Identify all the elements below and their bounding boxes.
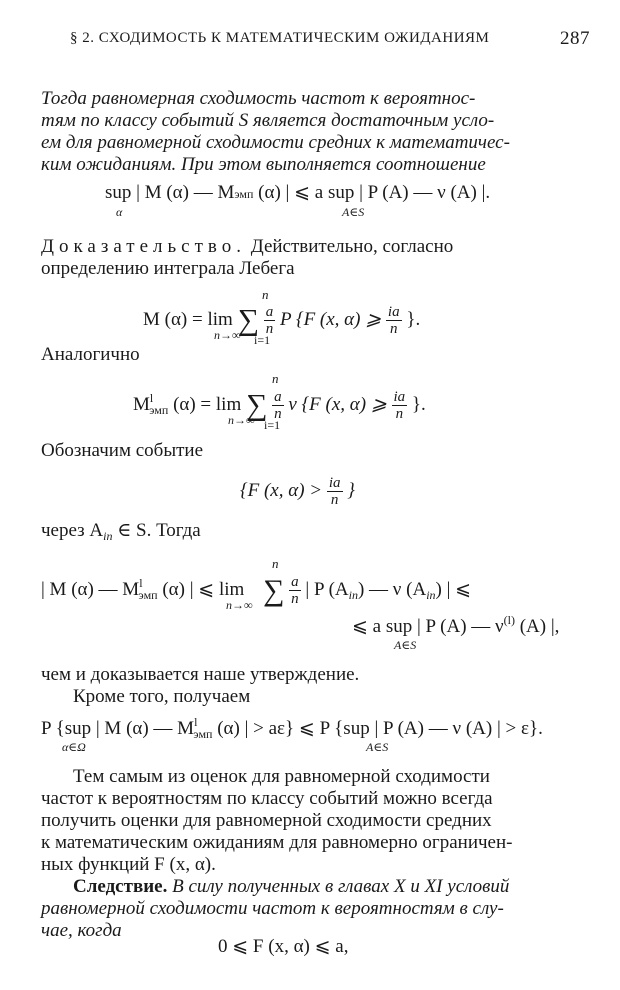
sum-symbol-3: ∑ [245, 388, 268, 422]
frac2-num: ia [387, 304, 400, 320]
through-main: через A [41, 520, 104, 541]
frac2-den: n [389, 321, 398, 337]
denote-text: Обозначим событие [41, 440, 204, 461]
frac-num: a [265, 304, 274, 320]
formula-5-lim-sub: n→∞ [226, 598, 253, 612]
para2-line3: получить оценки для равномерной сходимости средних [41, 810, 492, 831]
formula-5-rest: (α) | ⩽ lim [162, 578, 245, 600]
formula-3-left: M [133, 393, 150, 415]
formula-6-under-right: A∈S [366, 740, 389, 754]
formula-5-left: | M (α) — M [41, 578, 140, 600]
formula-2-lim-sub: n→∞ [214, 328, 241, 342]
frac-num-3: a [274, 389, 282, 405]
frac-num-5: a [291, 574, 299, 590]
through-sub: in [103, 529, 113, 543]
formula-5-sub: эмп [138, 587, 158, 602]
formula-3-sup: l [149, 390, 154, 405]
formula-3-lim-sub: n→∞ [228, 413, 255, 427]
para2-line5: ных функций F (x, α). [41, 854, 216, 875]
through-text [41, 520, 581, 543]
formula-3-rest: (α) = lim [173, 393, 242, 415]
corollary-line3: чае, когда [41, 920, 122, 941]
formula-1-main: sup | M (α) — M [105, 182, 235, 203]
formula-6-sup: l [194, 715, 198, 729]
formula-2-sum-top: n [262, 287, 269, 302]
formula-5-end: | P (A [300, 578, 349, 600]
corollary-line1 [73, 876, 613, 898]
formula-5b [352, 613, 560, 639]
similarly-text: Аналогично [41, 344, 140, 365]
formula-5b-text: ⩽ a sup | P (A) — ν [352, 616, 504, 637]
formula-1-rest: (α) | ⩽ a sup | P (A) — ν (A) |. [253, 182, 491, 203]
formula-7: 0 ⩽ F (x, α) ⩽ a, [218, 936, 349, 957]
formula-5-frac [289, 574, 301, 607]
proof-line1-rest: Действительно, согласно [250, 236, 454, 257]
frac2-num-3: ia [393, 389, 406, 405]
sum-symbol: ∑ [237, 303, 259, 337]
formula-2-mid: P {F (x, α) ⩾ [279, 308, 382, 330]
formula-4 [240, 475, 355, 508]
formula-1-under-left: α [116, 205, 123, 219]
formula-2-left: M (α) = lim [143, 308, 233, 330]
para1-line4: ким ожиданиям. При этом выполняется соотношение [41, 154, 486, 175]
formula-6-under-left: α∈Ω [62, 740, 86, 754]
formula-3-frac2 [392, 389, 408, 422]
formula-2-frac2 [386, 304, 402, 337]
formula-1-under-right: A∈S [342, 205, 365, 219]
formula-5b-under: A∈S [394, 638, 417, 652]
corollary-line2: равномерной сходимости частот к вероятностям в слу- [41, 898, 504, 919]
proof-label: Доказательство. [41, 236, 246, 257]
formula-3-sum-bot: i=1 [264, 418, 281, 432]
formula-5-end2: ) — ν (A [357, 578, 427, 600]
formula-3-sub: эмп [149, 402, 169, 417]
formula-6 [41, 715, 543, 741]
formula-5b-rest: (A) |, [514, 616, 560, 637]
formula-3-end: }. [411, 393, 426, 415]
corollary-label: Следствие. [73, 876, 168, 897]
proof-line1 [41, 236, 581, 258]
frac-den: n [265, 321, 274, 337]
corollary-line1-rest: В силу полученных в главах X и XI условий [172, 876, 510, 897]
para2-line4: к математическим ожиданиям для равномерно ограничен- [41, 832, 513, 853]
frac-num-4: ia [328, 475, 341, 491]
formula-2-end: }. [406, 308, 421, 330]
frac-den-4: n [330, 492, 339, 508]
formula-5-end3: ) | ⩽ [435, 578, 472, 600]
formula-5-sub-in2: in [426, 587, 436, 602]
formula-5-sub-in1: in [348, 587, 358, 602]
para1-line2: тям по классу событий S является достаточным усло- [41, 110, 495, 131]
para2-line1: Тем самым из оценок для равномерной сходимости [73, 766, 490, 787]
formula-5-sum-top: n [272, 556, 279, 571]
sum-symbol-5: ∑ [263, 573, 285, 607]
besides-text: Кроме того, получаем [73, 686, 251, 707]
formula-3-sum-top: n [272, 371, 279, 386]
formula-2-sum-bot: i=1 [254, 333, 271, 347]
para2-line2: частот к вероятностям по классу событий можно всегда [41, 788, 493, 809]
formula-5b-sup: (l) [503, 613, 515, 627]
running-header [70, 30, 590, 54]
frac-den-3: n [274, 406, 282, 422]
formula-6-text: P {sup | M (α) — M [41, 718, 195, 739]
para1-line3: ем для равномерной сходимости средних к математичес- [41, 132, 510, 153]
formula-5 [41, 574, 471, 607]
formula-4-end: } [347, 479, 355, 501]
formula-3-mid: ν {F (x, α) ⩾ [288, 393, 387, 415]
para1-line1: Тогда равномерная сходимость частот к вероятнос- [41, 88, 476, 109]
frac-den-5: n [291, 591, 299, 607]
header-title: § 2. СХОДИМОСТЬ К МАТЕМАТИЧЕСКИМ ОЖИДАНИЯМ [70, 30, 490, 46]
formula-6-sub: эмп [193, 727, 213, 741]
proved-text: чем и доказывается наше утверждение. [41, 664, 360, 685]
formula-2 [143, 304, 420, 337]
page-number: 287 [560, 28, 590, 49]
formula-1 [105, 182, 490, 205]
formula-5-sup: l [139, 575, 143, 590]
frac2-den-3: n [395, 406, 404, 422]
formula-4-frac [327, 475, 343, 508]
proof-line2: определению интеграла Лебега [41, 258, 295, 279]
formula-4-left: {F (x, α) > [240, 479, 323, 501]
formula-1-sub: эмп [234, 187, 254, 201]
formula-6-rest: (α) | > aε} ⩽ P {sup | P (A) — ν (A) | > ε}. [212, 718, 543, 739]
through-rest: ∈ S. Тогда [112, 520, 201, 541]
